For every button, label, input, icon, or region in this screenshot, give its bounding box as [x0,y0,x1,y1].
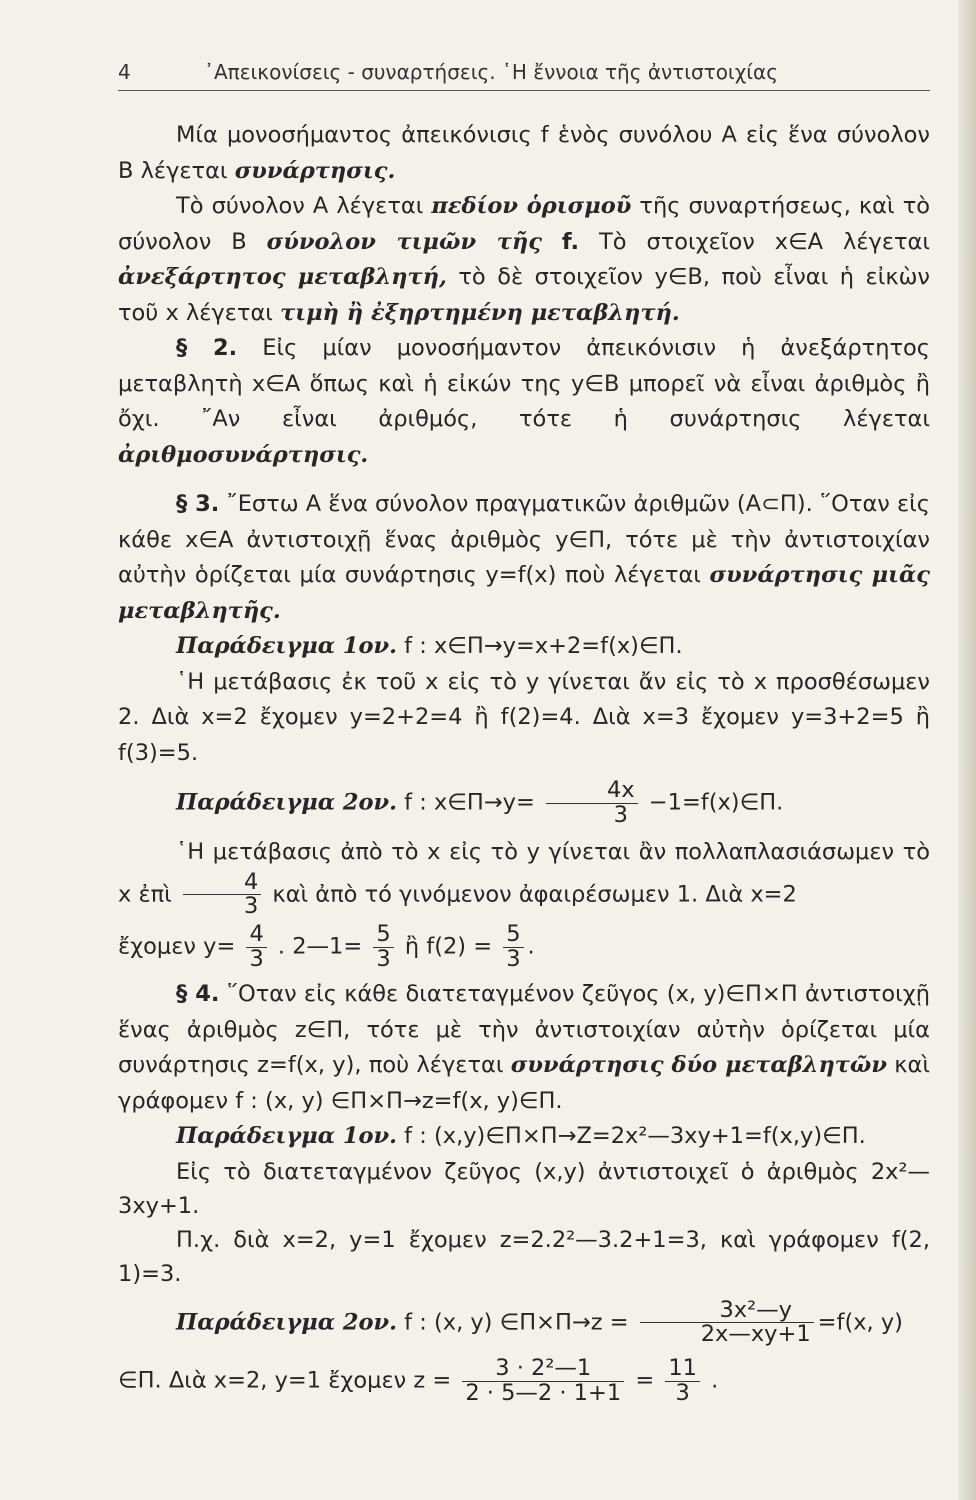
text: . 2—1= [270,933,370,960]
text [542,229,562,255]
fraction [665,1357,700,1405]
example-1-text [118,665,930,772]
text: καὶ ἀπὸ τό γινόμενον ἀφαιρέσωμεν 1. Διὰ x=2 [265,881,797,908]
example-2-text [118,835,930,919]
text: τῆς συναρτήσεως, καὶ τὸ σύνολον Β [118,193,931,255]
numerator: 5 [503,923,523,948]
denominator: 3 [613,801,628,828]
term-domain: πεδίον ὁρισμοῦ [431,193,632,219]
fraction [183,868,261,920]
numerator: 3 · 2²—1 [462,1357,624,1382]
denominator: 3 [249,945,264,972]
denominator: 2 · 5—2 · 1+1 [465,1379,622,1406]
example-2-result [118,923,930,971]
symbol-f: f. [561,228,580,255]
page-body [118,118,930,1405]
section-2 [118,331,930,473]
formula: f : x∈Π→y=x+2=f(x)∈Π. [397,633,683,659]
numerator: 4 [246,923,266,948]
text: Π.χ. διὰ x=2, y=1 ἔχομεν z=2.2²—3.2+1=3, καὶ γράφομεν f(2, 1)=3. [118,1226,930,1287]
paragraph-domain [118,189,930,331]
text: τὸ δὲ στοιχεῖον y∈B, ποὺ εἶναι ἡ εἰκὼν τοῦ x λέγεται [118,264,930,326]
numerator: 5 [373,923,393,948]
fraction [462,1357,624,1405]
numerator: 4x [546,779,638,804]
section-3 [118,487,930,629]
example-label: Παράδειγμα 2ον. [176,1309,398,1336]
denominator: 3 [243,893,259,920]
example-label: Παράδειγμα 1ον. [176,633,398,659]
text: = [628,1367,662,1394]
term-dependent-variable: τιμὴ ἢ ἐξηρτημένη μεταβλητή. [280,299,680,326]
numerator: 11 [665,1357,700,1382]
formula: =f(x, y) [817,1309,903,1336]
section-number: § 2. [176,335,238,361]
header-rule [118,90,930,91]
example-1-heading [118,629,930,665]
section-number: § 4. [176,981,220,1008]
running-title: ᾿Απεικονίσεις - συναρτήσεις. ῾Η ἔννοια τῆς ἀντιστοιχίας [204,60,778,84]
page-edge [958,0,976,1500]
denominator: 2x—xy+1 [700,1321,811,1348]
formula: f : x∈Π→y= [397,789,542,816]
example-4-calculation [118,1357,930,1405]
section-4 [118,977,930,1119]
example-label: Παράδειγμα 2ον. [176,789,398,816]
fraction [503,923,523,971]
text: ἢ f(2) = [397,933,500,960]
numerator: 3x²—y [640,1299,814,1324]
example-3-heading [118,1119,930,1155]
text: ῎Εστω Α ἕνα σύνολον πραγματικῶν ἀριθμῶν (Α⊂Π). ῞Οταν εἰς κάθε x∈A ἀντιστοιχῇ ἕνας ἀριθμὸς y∈Π, τότε μὲ τὴν ἀντιστοιχίαν αὐτὴν ὁρίζεται μία συνάρτησις y=f(x) ποὺ λέγεται [118,491,930,588]
fraction [246,923,266,971]
text: ῾Η μετάβασις ἀπὸ τὸ x εἰς τὸ y γίνεται ἂν πολλαπλασιάσωμεν τὸ x ἐπὶ [118,839,930,908]
denominator: 3 [376,945,391,972]
text: Τὸ στοιχεῖον x∈A λέγεται [579,228,930,255]
term-range: σύνολον τιμῶν τῆς [266,228,542,255]
text: Μία μονοσήμαντος ἀπεικόνισις f ἑνὸς συνόλου Α εἰς ἕνα σύνολον Β λέγεται [118,122,930,184]
paragraph-definition [118,118,930,189]
fraction [640,1296,814,1348]
page-number: 4 [118,60,131,84]
section-number: § 3. [176,491,220,517]
text: ῾Η μετάβασις ἐκ τοῦ x εἰς τὸ y γίνεται ἄν εἰς τὸ x προσθέσωμεν 2. Διὰ x=2 ἔχομεν y=2+2=4 ἢ f(2)=4. Διὰ x=3 ἔχομεν y=3+2=5 ἢ f(3)=5. [118,668,930,766]
term-numeric-function: ἀριθμοσυνάρτησις. [118,441,369,468]
text: ∈Π. Διὰ x=2, y=1 ἔχομεν z = [118,1367,459,1394]
formula: f : (x, y) ∈Π×Π→z = [397,1309,636,1336]
example-2-heading [118,779,930,827]
example-3-text [118,1155,930,1223]
term-two-variable-function: συνάρτησις δύο μεταβλητῶν [510,1052,887,1079]
fraction [373,923,393,971]
example-3-calculation [118,1223,930,1291]
text: . [527,933,535,960]
text: ἔχομεν y= [118,933,243,960]
term-function: συνάρτησις. [234,157,396,184]
term-independent-variable: ἀνεξάρτητος μεταβλητή, [118,264,447,290]
denominator: 3 [675,1379,690,1406]
term-single-variable-function: συνάρτησις μιᾶς μεταβλητῆς. [118,562,930,624]
text: Εἰς τὸ διατεταγμένον ζεῦγος (x,y) ἀντιστοιχεῖ ὁ ἀριθμὸς 2x²—3xy+1. [118,1158,930,1219]
text: ῞Οταν εἰς κάθε διατεταγμένον ζεῦγος (x, y)∈Π×Π ἀντιστοιχῇ ἕνας ἀριθμὸς z∈Π, τότε μὲ τὴν ἀντιστοιχίαν αὐτὴν ὁρίζεται μία συνάρτησις z=f(x, y), ποὺ λέγεται [118,981,931,1079]
text: Εἰς μίαν μονοσήμαντον ἀπεικόνισιν ἡ ἀνεξάρτητος μεταβλητὴ x∈A ὅπως καὶ ἡ εἰκών της y∈B μπορεῖ νὰ εἶναι ἀριθμὸς ἢ ὄχι. ῎Αν εἶναι ἀριθμός, τότε ἡ συνάρτησις λέγεται [118,335,930,432]
numerator: 4 [183,871,261,896]
formula: −1=f(x)∈Π. [641,789,784,816]
example-label: Παράδειγμα 1ον. [176,1123,398,1150]
running-header [118,60,930,84]
text: . [703,1367,719,1394]
example-4-heading [118,1296,930,1348]
formula: f : (x,y)∈Π×Π→Z=2x²—3xy+1=f(x,y)∈Π. [397,1123,866,1150]
text: καὶ γράφομεν f : (x, y) ∈Π×Π→z=f(x, y)∈Π. [118,1052,930,1114]
text: Τὸ σύνολον Α λέγεται [176,193,432,219]
denominator: 3 [506,945,521,972]
fraction [546,779,638,827]
